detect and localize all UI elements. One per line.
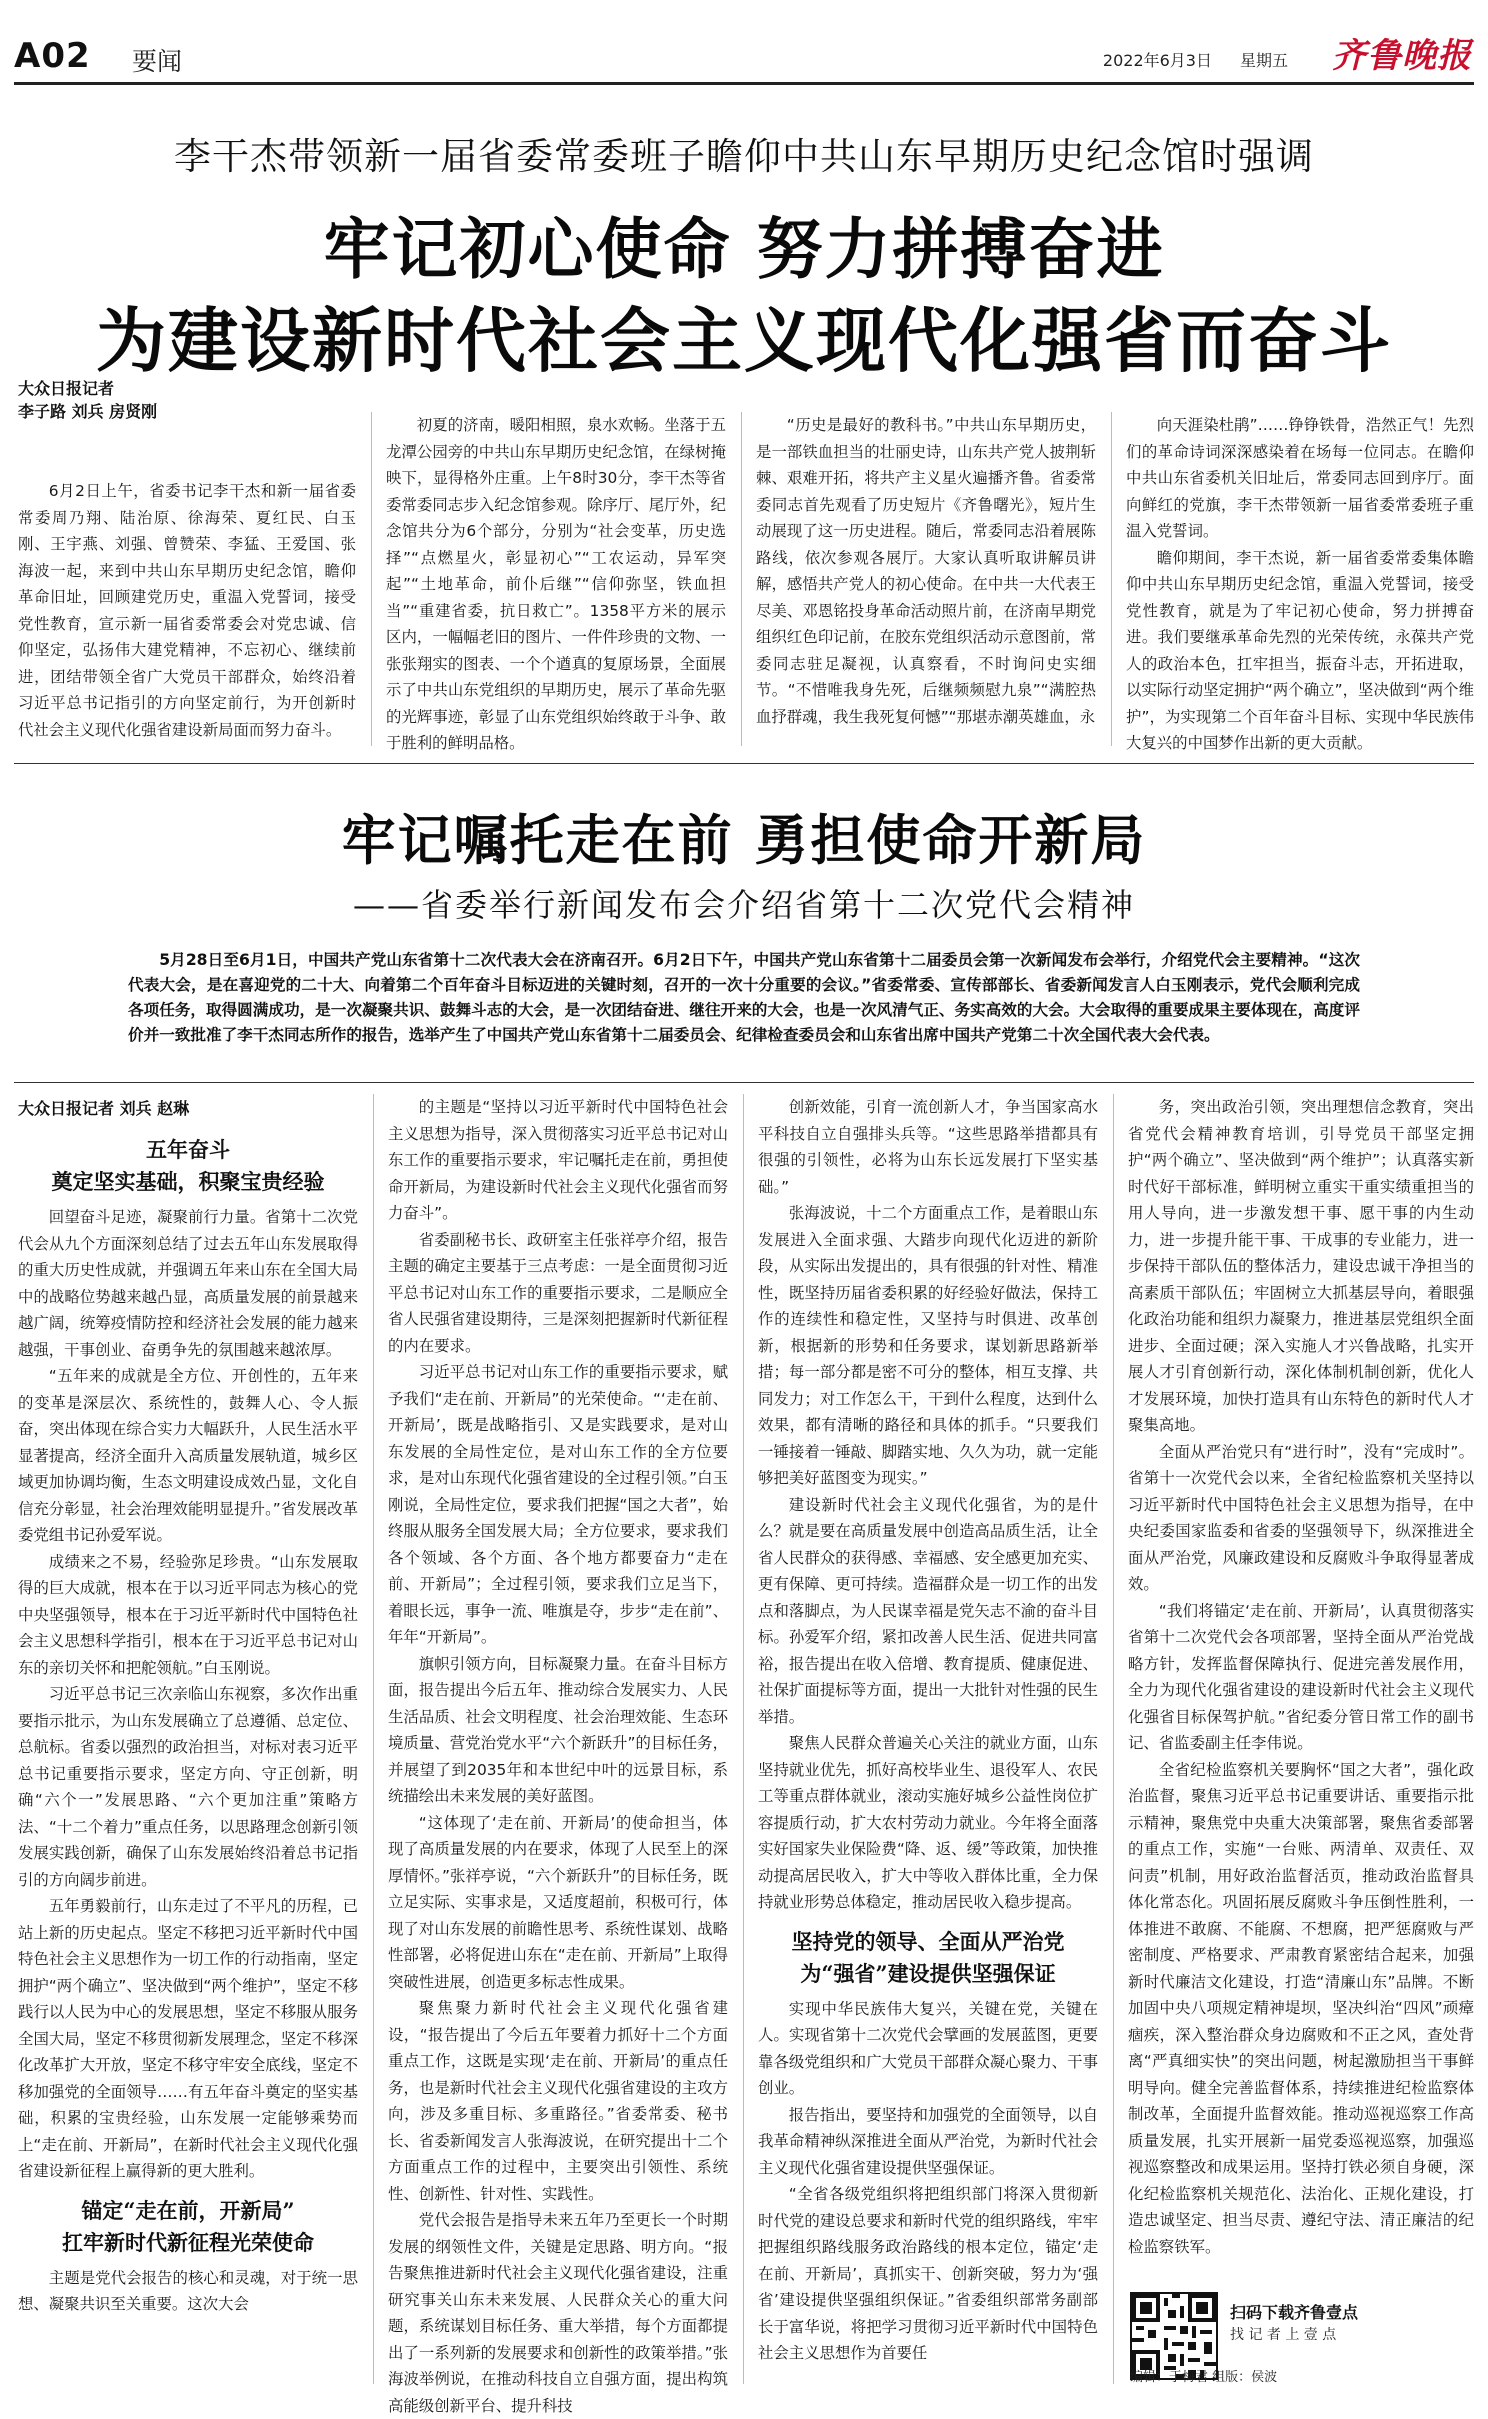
story1-headline-line2: 为建设新时代社会主义现代化强省而奋斗 bbox=[96, 299, 1392, 382]
body-paragraph: “全省各级党组织将把组织部门将深入贯彻新时代党的建设总要求和新时代党的组织路线，牢牢把握组织路线服务政治路线的根本定位，锚定‘走在前、开新局’，真抓实干、创新突破，努力为‘强省’建设提供坚强组织保证。”省委组织部常务副部长于富华说，将把学习贯彻习近平新时代中国特色社会主义思想作为首要任 bbox=[758, 2185, 1098, 2362]
story1-headline-line1: 牢记初心使命 努力拼搏奋进 bbox=[323, 210, 1165, 288]
body-paragraph: 全面从严治党只有“进行时”，没有“完成时”。省第十一次党代会以来，全省纪检监察机关坚持以习近平新时代中国特色社会主义思想为指导，在中央纪委国家监委和省委的坚强领导下，纵深推进全面从严治党，风廉政建设和反腐败斗争取得显著成效。 bbox=[1128, 1442, 1474, 1593]
body-paragraph: 旗帜引领方向，目标凝聚力量。在奋斗目标方面，报告提出今后五年、推动综合发展实力、人民生活品质、社会文明程度、社会治理效能、生态环境质量、营党治党水平“六个新跃升”的目标任务，并展望了到2035年和本世纪中叶的远景目标，系统描绘出未来发展的美好蓝图。 bbox=[388, 1654, 728, 1805]
story-separator bbox=[14, 763, 1474, 764]
story2-column-3 bbox=[758, 1094, 1098, 2382]
story1-column-1 bbox=[18, 478, 356, 744]
body-paragraph: 党代会报告是指导未来五年乃至更长一个时期发展的纲领性文件，关键是定思路、明方向。“报告聚焦推进新时代社会主义现代化强省建设，注重研究事关山东未来发展、人民群众关心的重大问题，系统谋划目标任务、重大举措，每个方面都提出了一系列新的发展要求和创新性的政策举措。”张海波举例说，在推动科技自立自强方面，提出构筑高能级创新平台、提升科技 bbox=[388, 2211, 728, 2415]
story2-lead: 5月28日至6月1日，中国共产党山东省第十二次代表大会在济南召开。6月2日下午，中国共产党山东省第十二届委员会第一次新闻发布会举行，介绍党代会主要精神。“这次代表大会，是在喜迎党的二十大、向着第二个百年奋斗目标迈进的关键时刻，召开的一次十分重要的会议。”省委常委、宣传部部长、省委新闻发言人白玉刚表示，党代会顺利完成各项任务，取得圆满成功，是一次凝聚共识、鼓舞斗志的大会，是一次团结奋进、继往开来的大会，也是一次风清气正、务实高效的大会。大会取得的重要成果主要体现在，高度评价并一致批准了李干杰同志所作的报告，选举产生了中国共产党山东省第十二届委员会、纪律检查委员会和山东省出席中国共产党第二十次全国代表大会代表。 bbox=[128, 951, 1360, 1044]
body-paragraph: “五年来的成就是全方位、开创性的，五年来的变革是深层次、系统性的，鼓舞人心、令人振奋，突出体现在综合实力大幅跃升，人民生活水平显著提高，经济全面升入高质量发展轨道，城乡区域更加协调均衡，生态文明建设成效凸显，文化自信充分彰显，社会治理效能明显提升。”省发展改革委党组书记孙爱军说。 bbox=[18, 1367, 358, 1544]
body-paragraph: 五年勇毅前行，山东走过了不平凡的历程，已站上新的历史起点。坚定不移把习近平新时代中国特色社会主义思想作为一切工作的行动指南，坚定拥护“两个确立”、坚决做到“两个维护”，坚定不移践行以人民为中心的发展思想，坚定不移服从服务全国大局，坚定不移贯彻新发展理念，坚定不移深化改革扩大开放，坚定不移守牢安全底线，坚定不移加强党的全面领导……有五年奋斗奠定的坚实基础，积累的宝贵经验，山东发展一定能够乘势而上“走在前、开新局”，在新时代社会主义现代化强省建设新征程上赢得新的更大胜利。 bbox=[18, 1897, 358, 2180]
story1-column-4 bbox=[1126, 412, 1474, 752]
body-paragraph: 瞻仰期间，李干杰说，新一届省委常委集体瞻仰中共山东早期历史纪念馆，重温入党誓词，接受党性教育，就是为了牢记初心使命，努力拼搏奋进。我们要继承革命先烈的光荣传统，永葆共产党人的政治本色，扛牢担当，振奋斗志，开拓进取，以实际行动坚定拥护“两个确立”，坚决做到“两个维护”，为实现第二个百年奋斗目标、实现中华民族伟大复兴的中国梦作出新的更大贡献。 bbox=[1126, 548, 1474, 752]
body-paragraph: 向天涯染杜鹃”……铮铮铁骨，浩然正气！先烈们的革命诗词深深感染着在场每一位同志。在瞻仰中共山东省委机关旧址后，常委同志回到序厅。面向鲜红的党旗，李干杰带领新一届省委常委班子重温入党誓词。 bbox=[1126, 416, 1474, 540]
body-paragraph: 聚焦人民群众普遍关心关注的就业方面，山东坚持就业优先，抓好高校毕业生、退役军人、农民工等重点群体就业，滚动实施好城乡公益性岗位扩容提质行动，扩大农村劳动力就业。今年将全面落实好国家失业保险费“降、返、缓”等政策，加快推动提高居民收入，扩大中等收入群体比重，全力保持就业形势总体稳定，推动居民收入稳步提高。 bbox=[758, 1734, 1098, 1911]
body-paragraph: 回望奋斗足迹，凝聚前行力量。省第十二次党代会从九个方面深刻总结了过去五年山东发展取得的重大历史性成就，并强调五年来山东在全国大局中的战略位势越来越凸显，高质量发展的前景越来越广阔，统筹疫情防控和经济社会发展的能力越来越强，干事创业、奋勇争先的氛围越来越浓厚。 bbox=[18, 1208, 358, 1359]
body-paragraph: 创新效能，引育一流创新人才，争当国家高水平科技自立自强排头兵等。“这些思路举措都具有很强的引领性，必将为山东长远发展打下坚实基础。” bbox=[758, 1098, 1098, 1196]
story2-column-2 bbox=[388, 1094, 728, 2415]
story2-subheading-3: 坚持党的领导、全面从严治党 为“强省”建设提供坚强保证 bbox=[791, 1928, 1065, 1986]
column-divider bbox=[743, 1094, 744, 2384]
body-paragraph: 全省纪检监察机关要胸怀“国之大者”，强化政治监督，聚焦习近平总书记重要讲话、重要指示批示精神，聚焦党中央重大决策部署，聚焦省委部署的重点工作，实施“一台账、两清单、双责任、双问责”机制，用好政治监督活页，推动政治监督具体化常态化。巩固拓展反腐败斗争压倒性胜利，一体推进不敢腐、不能腐、不想腐，把严惩腐败与严密制度、严格要求、严肃教育紧密结合起来，加强新时代廉洁文化建设，打造“清廉山东”品牌。不断加固中央八项规定精神堤坝，坚决纠治“四风”顽瘴痼疾，深入整治群众身边腐败和不正之风，查处背离“严真细实快”的突出问题，树起激励担当干事鲜明导向。健全完善监督体系，持续推进纪检监察体制改革，全面提升监督效能。推动巡视巡察工作高质量发展，扎实开展新一届党委巡视巡察，加强巡视巡察整改和成果运用。坚持打铁必须自身硬，深化纪检监察机关规范化、法治化、正规化建设，打造忠诚坚定、担当尽责、遵纪守法、清正廉洁的纪检监察铁军。 bbox=[1128, 1760, 1474, 2256]
body-paragraph: 报告指出，要坚持和加强党的全面领导，以自我革命精神纵深推进全面从严治党，为新时代社会主义现代化强省建设提供坚强保证。 bbox=[758, 2105, 1098, 2177]
lead-separator bbox=[14, 1082, 1474, 1083]
body-paragraph: 6月2日上午，省委书记李干杰和新一届省委常委周乃翔、陆治原、徐海荣、夏红民、白玉刚、王宇燕、刘强、曾赞荣、李猛、王爱国、张海波一起，来到中共山东早期历史纪念馆，瞻仰革命旧址，回顾建党历史，重温入党誓词，接受党性教育，宣示新一届省委常委会对党忠诚、信仰坚定，弘扬伟大建党精神，不忘初心、继续前进，团结带领全省广大党员干部群众，始终沿着习近平总书记指引的方向坚定前行，为开创新时代社会主义现代化强省建设新局面而努力奋斗。 bbox=[18, 482, 356, 739]
body-paragraph: “这体现了‘走在前、开新局’的使命担当，体现了高质量发展的内在要求，体现了人民至上的深厚情怀。”张祥亭说，“六个新跃升”的目标任务，既立足实际、实事求是，又适度超前，积极可行，体现了对山东发展的前瞻性思考、系统性谋划、战略性部署，必将促进山东在“走在前、开新局”上取得突破性进展，创造更多标志性成果。 bbox=[388, 1813, 728, 1991]
story2-column-3-part-a bbox=[758, 1094, 1098, 1916]
story1-column-2 bbox=[386, 412, 726, 752]
column-divider bbox=[1111, 412, 1112, 746]
publication-weekday: 星期五 bbox=[1239, 51, 1288, 70]
body-paragraph: 务，突出政治引领，突出理想信念教育，突出省党代会精神教育培训，引导党员干部坚定拥护“两个确立”、坚决做到“两个维护”；认真落实新时代好干部标准，鲜明树立重实干重实绩重担当的用人导向，进一步激发想干事、愿干事的内生动力，进一步提升能干事、干成事的专业能力，进一步保持干部队伍的整体活力，建设忠诚干净担当的高素质干部队伍；牢固树立大抓基层导向，着眼强化政治功能和组织力凝聚力，推进基层党组织全面进步、全面过硬；深入实施人才兴鲁战略，扎实开展人才引育创新行动，深化体制机制创新，优化人才发展环境，加快打造具有山东特色的新时代人才聚集高地。 bbox=[1128, 1098, 1474, 1434]
story1-column-3 bbox=[756, 412, 1096, 744]
body-paragraph: 聚焦聚力新时代社会主义现代化强省建设，“报告提出了今后五年要着力抓好十二个方面重点工作，这既是实现‘走在前、开新局’的重点任务，也是新时代社会主义现代化强省建设的主攻方向，涉及多重目标、多重路径。”省委常委、秘书长、省委新闻发言人张海波说，在研究提出十二个方面重点工作的过程中，主要突出引领性、系统性、创新性、针对性、实践性。 bbox=[388, 1999, 728, 2203]
editor-credits: 编辑：于梅君 组版：侯波 bbox=[1130, 2370, 1278, 2385]
qr-caption: 找 记 者 上 壹 点 bbox=[1230, 2327, 1337, 2343]
column-divider bbox=[1113, 1094, 1114, 2384]
story1-kicker: 李干杰带领新一届省委常委班子瞻仰中共山东早期历史纪念馆时强调 bbox=[174, 135, 1314, 178]
story1-byline bbox=[18, 378, 358, 424]
newspaper-logo: 齐鲁晚报 bbox=[1332, 36, 1472, 76]
body-paragraph: 成绩来之不易，经验弥足珍贵。“山东发展取得的巨大成就，根本在于以习近平同志为核心的党中央坚强领导，根本在于习近平新时代中国特色社会主义思想科学指引，根本在于习近平总书记对山东的亲切关怀和把舵领航。”白玉刚说。 bbox=[18, 1552, 358, 1677]
body-paragraph: 主题是党代会报告的核心和灵魂，对于统一思想、凝聚共识至关重要。这次大会 bbox=[18, 2268, 358, 2313]
publication-date: 2022年6月3日 bbox=[1102, 51, 1212, 70]
page-number: A02 bbox=[14, 36, 91, 76]
story2-subheading-2: 锚定“走在前，开新局” 扛牢新时代新征程光荣使命 bbox=[62, 2197, 314, 2255]
column-divider bbox=[373, 1094, 374, 2384]
body-paragraph: 习近平总书记三次亲临山东视察，多次作出重要指示批示，为山东发展确立了总遵循、总定位、总航标。省委以强烈的政治担当，对标对表习近平总书记重要指示要求，坚定方向、守正创新，明确“六个一”发展思路、“六个更加注重”策略方法、“十二个着力”重点任务，以思路理念创新引领发展实践创新，确保了山东发展始终沿着总书记指引的方向阔步前进。 bbox=[18, 1685, 358, 1889]
body-paragraph: 实现中华民族伟大复兴，关键在党，关键在人。实现省第十二次党代会擘画的发展蓝图，更要靠各级党组织和广大党员干部群众凝心聚力、干事创业。 bbox=[758, 1999, 1098, 2097]
masthead-rule bbox=[14, 82, 1474, 85]
body-paragraph: 的主题是“坚持以习近平新时代中国特色社会主义思想为指导，深入贯彻落实习近平总书记对山东工作的重要指示要求，牢记嘱托走在前，勇担使命开新局，为建设新时代社会主义现代化强省而努力奋斗”。 bbox=[388, 1098, 728, 1222]
story2-column-1-part-b bbox=[18, 2265, 358, 2318]
body-paragraph: 习近平总书记对山东工作的重要指示要求，赋予我们“走在前、开新局”的光荣使命。“‘走在前、开新局’，既是战略指引、又是实践要求，是对山东发展的全局性定位，是对山东工作的全方位要求，是对山东现代化强省建设的全过程引领。”白玉刚说，全局性定位，要求我们把握“国之大者”，始终服从服务全国发展大局；全方位要求，要求我们各个领域、各个方面、各个地方都要奋力“走在前、开新局”；全过程引领，要求我们立足当下，着眼长远，事争一流、唯旗是夺，步步“走在前”、年年“开新局”。 bbox=[388, 1363, 728, 1646]
body-paragraph: 省委副秘书长、政研室主任张祥亭介绍，报告主题的确定主要基于三点考虑：一是全面贯彻习近平总书记对山东工作的重要指示要求，二是顺应全省人民强省建设期待，三是深刻把握新时代新征程的内在要求。 bbox=[388, 1230, 728, 1355]
masthead bbox=[14, 18, 1474, 78]
body-paragraph: “历史是最好的教科书。”中共山东早期历史，是一部铁血担当的壮丽史诗，山东共产党人披荆斩棘、艰难开拓，将共产主义星火遍播齐鲁。省委常委同志首先观看了历史短片《齐鲁曙光》，短片生动展现了这一历史进程。随后，常委同志沿着展陈路线，依次参观各展厅。大家认真听取讲解员讲解，感悟共产党人的初心使命。在中共一大代表王尽美、邓恩铭投身革命活动照片前，在济南早期党组织红色印记前，在胶东党组织活动示意图前，常委同志驻足凝视，认真察看，不时询问史实细节。“不惜唯我身先死，后继频频慰九泉”“满腔热血抒群魂，我生我死复何憾”“那堪赤潮英雄血，永 bbox=[756, 416, 1096, 726]
story2-subhead: ——省委举行新闻发布会介绍省第十二次党代会精神 bbox=[352, 886, 1135, 924]
body-paragraph: 建设新时代社会主义现代化强省，为的是什么？就是要在高质量发展中创造高品质生活，让全省人民群众的获得感、幸福感、安全感更加充实、更有保障、更可持续。造福群众是一切工作的出发点和落脚点，为人民谋幸福是党矢志不渝的奋斗目标。孙爱军介绍，紧扣改善人民生活、促进共同富裕，报告提出在收入倍增、教育提质、健康促进、社保扩面提标等方面，提出一大批针对性强的民生举措。 bbox=[758, 1495, 1098, 1726]
story2-column-3-part-b bbox=[758, 1996, 1098, 2367]
body-paragraph: 张海波说，十二个方面重点工作，是着眼山东发展进入全面求强、大踏步向现代化迈进的新阶段，从实际出发提出的，具有很强的针对性、精准性，既坚持历届省委积累的好经验好做法，保持工作的连续性和稳定性，又坚持与时俱进、改革创新，根据新的形势和任务要求，谋划新思路新举措；每一部分都是密不可分的整体，相互支撑、共同发力；对工作怎么干，干到什么程度，达到什么效果，都有清晰的路径和具体的抓手。“只要我们一锤接着一锤敲、脚踏实地、久久为功，就一定能够把美好蓝图变为现实。” bbox=[758, 1204, 1098, 1487]
story2-column-1-part-a bbox=[18, 1204, 358, 2185]
body-paragraph: 初夏的济南，暖阳相照，泉水欢畅。坐落于五龙潭公园旁的中共山东早期历史纪念馆，在绿树掩映下，显得格外庄重。上午8时30分，李干杰等省委常委同志步入纪念馆参观。除序厅、尾厅外，纪念馆共分为6个部分，分别为“社会变革，历史选择”“点燃星火，彰显初心”“工农运动，异军突起”“土地革命，前仆后继”“信仰弥坚，铁血担当”“重建省委，抗日救亡”。1358平方米的展示区内，一幅幅老旧的图片、一件件珍贵的文物、一张张翔实的图表、一个个遒真的复原场景，全面展示了中共山东党组织的早期历史，展示了革命先驱的光辉事迹，彰显了山东党组织始终敢于斗争、敢于胜利的鲜明品格。 bbox=[386, 416, 726, 752]
story2-byline: 大众日报记者 刘兵 赵琳 bbox=[18, 1099, 190, 1118]
story2-headline: 牢记嘱托走在前 勇担使命开新局 bbox=[341, 808, 1147, 872]
column-divider bbox=[741, 412, 742, 746]
story2-column-4 bbox=[1128, 1094, 1474, 2282]
section-name: 要闻 bbox=[132, 47, 183, 76]
column-divider bbox=[371, 412, 372, 746]
qr-label: 扫码下载齐鲁壹点 bbox=[1230, 2303, 1359, 2322]
story1-byline-org: 大众日报记者 bbox=[18, 379, 115, 398]
body-paragraph: “我们将锚定‘走在前、开新局’，认真贯彻落实省第十二次党代会各项部署，坚持全面从严治党战略方针，发挥监督保障执行、促进完善发展作用，全力为现代化强省建设的建设新时代社会主义现代化强省目标保驾护航。”省纪委分管日常工作的副书记、省监委副主任李伟说。 bbox=[1128, 1601, 1474, 1752]
story1-byline-names: 李子路 刘兵 房贤刚 bbox=[18, 402, 158, 421]
story2-subheading-1: 五年奋斗 奠定坚实基础，积聚宝贵经验 bbox=[51, 1137, 325, 1194]
story2-column-1 bbox=[18, 1124, 358, 2382]
